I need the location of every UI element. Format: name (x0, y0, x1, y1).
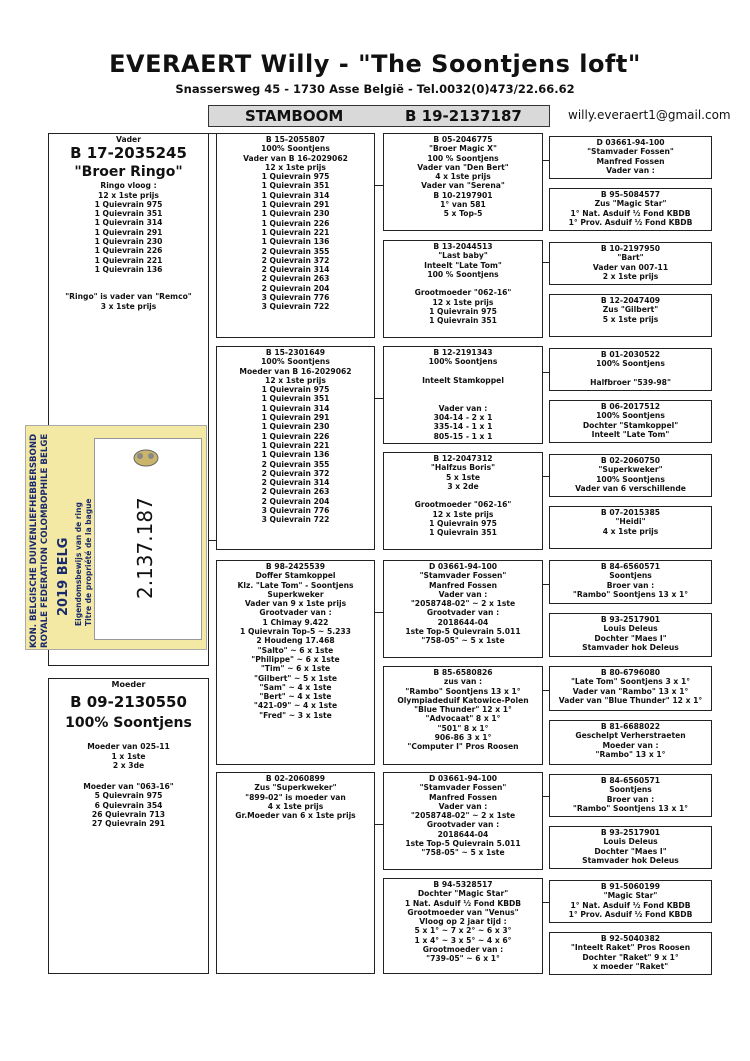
ring-number: B 92-5040382 (600, 934, 661, 943)
pedigree-line: 1 Quievrain 136 (94, 264, 163, 274)
pedigree-line: 1 x 1ste (111, 751, 146, 761)
ring-number: D 03661-94-100 (428, 562, 498, 571)
pedigree-line: "Stamvader Fossen" (587, 147, 674, 157)
stamboom-banner (208, 105, 550, 127)
pedigree-line: "739-05" ~ 6 x 1° (426, 954, 500, 964)
mother-offspring (49, 782, 208, 828)
gen4-box (549, 826, 712, 869)
ring-card-window (94, 438, 202, 640)
email-address[interactable]: willy.everaert1@gmail.com (568, 108, 731, 122)
pedigree-line: Vader van "Den Bert" (417, 162, 509, 172)
pedigree-line: Klz. "Late Tom" - Soontjens (237, 580, 354, 590)
pedigree-line: Zus "Magic Star" (594, 199, 667, 209)
pedigree-line: 1 Chimay 9.422 (262, 617, 329, 627)
pedigree-line: 2 Quievrain 372 (261, 255, 330, 265)
page-title: EVERAERT Willy - "The Soontjens loft" (109, 50, 641, 78)
pedigree-line: "Philippe" ~ 6 x 1ste (251, 654, 340, 664)
pedigree-line: Louis Deleus (603, 624, 658, 634)
pedigree-line: 1 Quievrain 230 (261, 209, 330, 219)
pedigree-line: 1 Quievrain 351 (429, 316, 497, 326)
pedigree-line: Vader van : (606, 165, 655, 175)
pedigree-line: "Rambo" Soontjens 13 x 1° (572, 803, 689, 813)
connector-line (543, 902, 549, 903)
connector-line (375, 612, 383, 613)
pedigree-line: Grootvader van : (426, 608, 500, 618)
gen4-box (549, 188, 712, 231)
pedigree-line: 100% Soontjens (596, 359, 665, 369)
pedigree-line: "Inteelt Raket" Pros Roosen (570, 943, 691, 953)
pedigree-line: 2 Quievrain 263 (261, 487, 330, 497)
pedigree-line: 1 Quievrain 975 (94, 199, 163, 209)
pedigree-line: 1 Quievrain 351 (261, 181, 330, 191)
pedigree-line: B 10-2197901 (433, 190, 493, 200)
pedigree-line: zus van : (443, 677, 483, 687)
pedigree-line: "758-05" ~ 5 x 1ste (421, 848, 505, 858)
pedigree-line: 1° Prov. Asduif ½ Fond KBDB (568, 217, 693, 227)
mother-role: Moeder (111, 680, 146, 689)
pedigree-line: Grootmoeder van : (422, 945, 504, 955)
connector-line (543, 476, 549, 477)
pedigree-line: Grootvader van : (259, 608, 332, 618)
pedigree-line: 1 Quievrain 221 (261, 227, 330, 237)
mother-box (48, 678, 209, 974)
pedigree-line: Dochter "Maes I" (594, 633, 667, 643)
gen4-box (549, 454, 712, 497)
pedigree-line: "Ringo" is vader van "Remco" (65, 292, 192, 302)
pedigree-line: 4 x 1ste prijs (602, 526, 659, 536)
pedigree-line: 335-14 - 1 x 1 (433, 422, 493, 432)
pedigree-line: Grootmoeder "062-16" (414, 500, 512, 510)
gen4-box (549, 666, 712, 711)
pedigree-line: 1 Quievrain 314 (94, 218, 163, 228)
pedigree-line: "Advocaat" 8 x 1° (425, 714, 501, 724)
gen4-box (549, 506, 712, 549)
ring-number: B 12-2191343 (433, 348, 493, 357)
pedigree-line: "Rambo" Soontjens 13 x 1° (572, 589, 689, 599)
pedigree-line: 1 Nat. Asduif ½ Fond KBDB (404, 898, 522, 908)
pedigree-line: Manfred Fossen (596, 156, 665, 166)
pedigree-line: "Heidi" (615, 517, 646, 527)
pedigree-line: Moeder van : (602, 740, 659, 750)
connector-line (543, 690, 549, 691)
father-role: Vader (116, 135, 141, 144)
pedigree-line: 1 Quievrain 226 (261, 218, 330, 228)
pedigree-line: 5 x 1ste prijs (602, 314, 659, 324)
pedigree-line: Manfred Fossen (428, 792, 498, 802)
connector-line (209, 133, 216, 134)
pedigree-line: 12 x 1ste prijs (265, 162, 326, 172)
pedigree-line: 1 Quievrain 136 (261, 237, 330, 247)
pedigree-line: "Last baby" (438, 251, 488, 261)
pedigree-line: 1 x 4° ~ 3 x 5° ~ 4 x 6° (414, 935, 512, 945)
pedigree-line: "Superkweker" (598, 465, 663, 475)
pedigree-line: 100% Soontjens (428, 357, 498, 367)
ring-number: B 06-2017512 (600, 402, 661, 411)
pedigree-line: 100% Soontjens (596, 474, 665, 484)
pedigree-line: 1 Quievrain 975 (261, 385, 330, 395)
ring-card (25, 425, 207, 650)
pedigree-line: "Bert" ~ 4 x 1ste (259, 692, 332, 702)
pedigree-line: 1 Quievrain Top-5 ~ 5.233 (240, 627, 351, 637)
ring-number: B 81-6688022 (600, 722, 661, 731)
pedigree-line: 3 Quievrain 776 (261, 506, 330, 516)
father-name: "Broer Ringo" (74, 164, 183, 181)
ring-number: B 07-2015385 (600, 508, 661, 517)
connector-line (375, 398, 383, 399)
granddam-paternal-box (216, 346, 375, 550)
address-line: Snassersweg 45 - 1730 Asse België - Tel.0032(0)473/22.66.62 (175, 82, 575, 96)
pedigree-line: Vader van : (438, 589, 488, 599)
father-note (49, 292, 208, 311)
pedigree-line: Inteelt "Late Tom" (591, 429, 670, 439)
ring-number: B 12-2047312 (433, 454, 493, 463)
gen3-box (383, 666, 543, 765)
pedigree-line: 5 x 1ste (445, 472, 481, 482)
pedigree-line: 906-86 3 x 1° (434, 733, 492, 743)
pedigree-line: 2018644-04 (437, 829, 489, 839)
pedigree-line: "Stamvader Fossen" (419, 783, 507, 793)
pedigree-line: 2 Quievrain 263 (261, 274, 330, 284)
mother-ring: B 09-2130550 (70, 693, 187, 712)
pedigree-line: "Tim" ~ 6 x 1ste (260, 664, 331, 674)
pedigree-line: "Sam" ~ 4 x 1ste (259, 682, 332, 692)
pedigree-line: 1 Quievrain 314 (261, 190, 330, 200)
pedigree-line: 1 Quievrain 291 (94, 227, 163, 237)
ring-number: B 94-5328517 (433, 880, 493, 889)
pedigree-line: 1 Quievrain 230 (94, 237, 163, 247)
pedigree-line: 27 Quievrain 291 (91, 819, 166, 829)
pedigree-line: Vloog op 2 jaar tijd : (419, 917, 507, 927)
connector-line (209, 540, 216, 541)
pedigree-line: Inteelt Stamkoppel (422, 375, 504, 385)
stamboom-label: STAMBOOM (245, 107, 344, 125)
pedigree-line: "Stamvader Fossen" (419, 571, 507, 581)
pedigree-line: Grootmoeder "062-16" (414, 288, 512, 298)
ring-number: B 91-5060199 (600, 882, 661, 891)
pedigree-line: 3 x 1ste prijs (100, 301, 157, 311)
gen4-box (549, 774, 712, 817)
grandsire-paternal-box (216, 133, 375, 338)
granddam-maternal-box (216, 772, 375, 974)
pedigree-line: 5 x Top-5 (443, 209, 483, 219)
pedigree-line: 1ste Top-5 Quievrain 5.011 (405, 839, 521, 849)
pedigree-line: Doffer Stamkoppel (255, 571, 336, 581)
pedigree-line: Gr.Moeder van 6 x 1ste prijs (235, 811, 356, 821)
ring-number: B 84-6560571 (600, 562, 661, 571)
pedigree-line: 2 x 1ste prijs (602, 271, 659, 281)
pedigree-line: 1 Quievrain 136 (261, 450, 330, 460)
pedigree-line: 1 Quievrain 226 (94, 246, 163, 256)
pedigree-line: 12 x 1ste prijs (432, 509, 494, 519)
gen4-box (549, 348, 712, 391)
pedigree-line: 6 Quievrain 354 (94, 800, 163, 810)
pedigree-line: "501" 8 x 1° (437, 723, 489, 733)
pedigree-line: Dochter "Magic Star" (417, 889, 509, 899)
ring-number: B 15-2055807 (265, 135, 326, 144)
pedigree-line: Broer van : (606, 580, 655, 590)
ring-number: B 12-2047409 (600, 296, 661, 305)
pedigree-line: "Rambo" 13 x 1° (595, 749, 666, 759)
pedigree-line: 3 Quievrain 776 (261, 293, 330, 303)
gen3-box (383, 346, 543, 444)
pedigree-line: Grootvader van : (426, 820, 500, 830)
pedigree-line (384, 394, 542, 403)
pedigree-line: "Rambo" Soontjens 13 x 1° (405, 686, 521, 696)
ring-number: B 93-2517901 (600, 615, 661, 624)
ring-number: D 03661-94-100 (428, 774, 498, 783)
connector-line (543, 372, 549, 373)
pedigree-line: 1 Quievrain 314 (261, 403, 330, 413)
pedigree-line: 4 x 1ste prijs (435, 172, 491, 182)
mother-name: 100% Soontjens (65, 715, 192, 732)
pedigree-line: 100 % Soontjens (427, 153, 499, 163)
pedigree-line: "Salto" ~ 6 x 1ste (257, 645, 334, 655)
pedigree-line: 1 Quievrain 221 (94, 255, 163, 265)
pedigree-line: 304-14 - 2 x 1 (433, 413, 493, 423)
pedigree-line: Geschelpt Verherstraeten (575, 731, 686, 741)
pedigree-line: "Blue Thunder" 12 x 1° (414, 705, 512, 715)
ring-card-org-nl: KON. BELGISCHE DUIVENLIEFHEBBERSBOND (29, 433, 39, 648)
pedigree-line: "Late Tom" Soontjens 3 x 1° (570, 677, 691, 687)
ring-card-owner-nl: Eigendomsbewijs van de ring (74, 502, 83, 626)
pedigree-line: Moeder van B 16-2029062 (239, 366, 352, 376)
gen4-box (549, 242, 712, 285)
gen4-box (549, 932, 712, 975)
pedigree-line: Vader van B 16-2029062 (243, 153, 348, 163)
pedigree-line: 1° Nat. Asduif ½ Fond KBDB (570, 208, 691, 218)
pedigree-line: Superkweker (267, 589, 324, 599)
ring-card-org-fr: ROYALE FEDERATION COLOMBOPHILE BELGE (40, 433, 50, 648)
pedigree-line: 1 Quievrain 291 (261, 413, 330, 423)
pedigree-line: Vader van 9 x 1ste prijs (244, 599, 347, 609)
ring-number: B 80-6796080 (600, 668, 661, 677)
pedigree-line: "Fred" ~ 3 x 1ste (259, 710, 332, 720)
pedigree-line: 2 Quievrain 355 (261, 246, 330, 256)
pedigree-line: 1° van 581 (440, 200, 486, 210)
pedigree-line: 5 x 1° ~ 7 x 2° ~ 6 x 3° (414, 926, 512, 936)
pedigree-line: Inteelt "Late Tom" (424, 260, 502, 270)
gen4-box (549, 720, 712, 765)
pedigree-line: 3 Quievrain 722 (261, 302, 330, 312)
gen4-box (549, 880, 712, 923)
pedigree-line: "2058748-02" ~ 2 x 1ste (410, 811, 516, 821)
pedigree-line: 100% Soontjens (261, 357, 330, 367)
pedigree-line: 1 Quievrain 230 (261, 422, 330, 432)
pedigree-line: Dochter "Raket" 9 x 1° (582, 952, 679, 962)
pedigree-line (384, 491, 542, 500)
pedigree-line: 1 Quievrain 291 (261, 200, 330, 210)
pedigree-line: "421-09" ~ 4 x 1ste (253, 701, 338, 711)
ring-number: B 05-2046775 (433, 135, 493, 144)
connector-line (543, 160, 549, 161)
pedigree-line (384, 367, 542, 376)
pedigree-line: 1° Nat. Asduif ½ Fond KBDB (570, 900, 691, 910)
pedigree-line: Vader van : (438, 801, 488, 811)
ring-number: B 98-2425539 (265, 562, 326, 571)
pedigree-line: "2058748-02" ~ 2 x 1ste (410, 599, 516, 609)
father-results (49, 181, 208, 274)
pedigree-line: 4 x 1ste prijs (267, 801, 324, 811)
pedigree-line: Halfbroer "539-98" (590, 377, 671, 387)
gen4-box (549, 400, 712, 443)
pedigree-line: 1 Quievrain 975 (261, 172, 330, 182)
pedigree-line: Stamvader hok Deleus (582, 642, 679, 652)
gen3-box (383, 133, 543, 231)
pedigree-line: 12 x 1ste prijs (265, 375, 326, 385)
pedigree-line: Vader van "Rambo" 13 x 1° (572, 686, 689, 696)
pedigree-line: 3 x 2de (447, 481, 479, 491)
pedigree-line: Vader van "Blue Thunder" 12 x 1° (558, 695, 703, 705)
father-ring: B 17-2035245 (70, 144, 187, 163)
gen4-box (549, 294, 712, 337)
pedigree-line: Moeder van 025-11 (87, 742, 170, 752)
connector-line (543, 584, 549, 585)
ring-card-year: 2019 BELG (56, 537, 71, 616)
ring-number: B 85-6580826 (433, 668, 493, 677)
ring-card-owner-fr: Titre de propriété de la bague (84, 498, 93, 626)
pedigree-line: "Broer Magic X" (429, 144, 497, 154)
pedigree-line: "Computer I" Pros Roosen (407, 742, 519, 752)
pedigree-line: 2018644-04 (437, 617, 489, 627)
ring-number: B 93-2517901 (600, 828, 661, 837)
mother-results (49, 742, 208, 770)
connector-line (543, 796, 549, 797)
pedigree-line (550, 369, 711, 378)
pedigree-line: Zus "Superkweker" (254, 783, 337, 793)
pedigree-line: 12 x 1ste prijs (432, 297, 494, 307)
gen3-box (383, 560, 543, 658)
pedigree-line: 1 Quievrain 351 (94, 209, 163, 219)
pedigree-line: "Gilbert" ~ 5 x 1ste (253, 673, 338, 683)
pedigree-line: Soontjens (609, 785, 652, 795)
ring-number: B 13-2044513 (433, 242, 493, 251)
pedigree-line: 3 Quievrain 722 (261, 515, 330, 525)
pedigree-line: 100% Soontjens (596, 411, 665, 421)
pedigree-line: 5 Quievrain 975 (94, 791, 163, 801)
pedigree-line: Ringo vloog : (100, 181, 157, 191)
pedigree-line: "899-02" is moeder van (245, 792, 346, 802)
pedigree-line: x moeder "Raket" (592, 961, 669, 971)
pedigree-line: 100 % Soontjens (427, 269, 499, 279)
ring-card-number: 2.137.187 (133, 497, 157, 599)
gen3-box (383, 240, 543, 338)
pedigree-line (384, 385, 542, 394)
pedigree-line: 2 Quievrain 355 (261, 459, 330, 469)
pedigree-line: 1ste Top-5 Quievrain 5.011 (405, 627, 521, 637)
pedigree-line: Zus "Gilbert" (602, 305, 659, 315)
pedigree-line: 1 Quievrain 351 (429, 528, 497, 538)
pedigree-line: 1 Quievrain 226 (261, 431, 330, 441)
gen3-box (383, 772, 543, 870)
ring-number: B 15-2301649 (265, 348, 326, 357)
pedigree-line: Vader van 6 verschillende (575, 483, 686, 493)
pedigree-line: Louis Deleus (603, 837, 658, 847)
pedigree-line: Vader van : (438, 403, 488, 413)
pedigree-line: Dochter "Stamkoppel" (582, 420, 679, 430)
pedigree-line: Olympiadeduif Katowice-Polen (397, 695, 529, 705)
gen3-box (383, 452, 543, 550)
pedigree-line: Vader van 007-11 (592, 262, 669, 272)
grandsire-maternal-box (216, 560, 375, 765)
pedigree-line: 1° Prov. Asduif ½ Fond KBDB (568, 909, 693, 919)
gen4-box (549, 560, 712, 604)
pedigree-line: 1 Quievrain 221 (261, 440, 330, 450)
gen4-box (549, 613, 712, 657)
pedigree-line: 1 Quievrain 351 (261, 394, 330, 404)
pedigree-line: 2 Quievrain 204 (261, 283, 330, 293)
connector-line (543, 262, 549, 263)
ring-number: B 84-6560571 (600, 776, 661, 785)
pedigree-line: "758-05" ~ 5 x 1ste (421, 636, 505, 646)
pedigree-line: 2 Quievrain 372 (261, 468, 330, 478)
pedigree-line: Moeder van "063-16" (83, 782, 174, 792)
pedigree-line: Grootmoeder van "Venus" (407, 907, 519, 917)
pedigree-line: 2 Houdeng 17.468 (256, 636, 335, 646)
pigeon-logo-icon (131, 447, 161, 469)
pedigree-line: 100% Soontjens (261, 144, 330, 154)
pedigree-line: Stamvader hok Deleus (582, 855, 679, 865)
gen4-box (549, 136, 712, 179)
pedigree-line: Dochter "Maes I" (594, 846, 667, 856)
pedigree-line: Soontjens (609, 571, 652, 581)
ring-number: D 03661-94-100 (596, 138, 665, 147)
ring-number: B 10-2197950 (600, 244, 661, 253)
pedigree-line: "Halfzus Boris" (430, 463, 496, 473)
pedigree-line: 2 x 3de (112, 760, 145, 770)
ring-number: B 01-2030522 (600, 350, 661, 359)
pedigree-line (384, 279, 542, 288)
ring-number: B 02-2060899 (265, 774, 326, 783)
pedigree-line: Broer van : (606, 794, 655, 804)
pedigree-line: 2 Quievrain 314 (261, 478, 330, 488)
gen3-box (383, 878, 543, 974)
connector-line (375, 185, 383, 186)
pedigree-line: 2 Quievrain 314 (261, 265, 330, 275)
pedigree-line: 12 x 1ste prijs (98, 190, 159, 200)
pedigree-line: 1 Quievrain 975 (429, 307, 497, 317)
pedigree-ring-number: B 19-2137187 (405, 107, 522, 125)
ring-number: B 95-5084577 (600, 190, 661, 199)
pedigree-line: 2 Quievrain 204 (261, 496, 330, 506)
pedigree-line: 1 Quievrain 975 (429, 519, 497, 529)
connector-line (375, 824, 383, 825)
ring-number: B 02-2060750 (600, 456, 661, 465)
pedigree-line: 26 Quievrain 713 (91, 810, 166, 820)
pedigree-line: Vader van "Serena" (421, 181, 505, 191)
pedigree-line: "Bart" (617, 253, 644, 263)
pedigree-line: Manfred Fossen (428, 580, 498, 590)
pedigree-line: "Magic Star" (603, 891, 658, 901)
pedigree-line: 805-15 - 1 x 1 (433, 431, 493, 441)
